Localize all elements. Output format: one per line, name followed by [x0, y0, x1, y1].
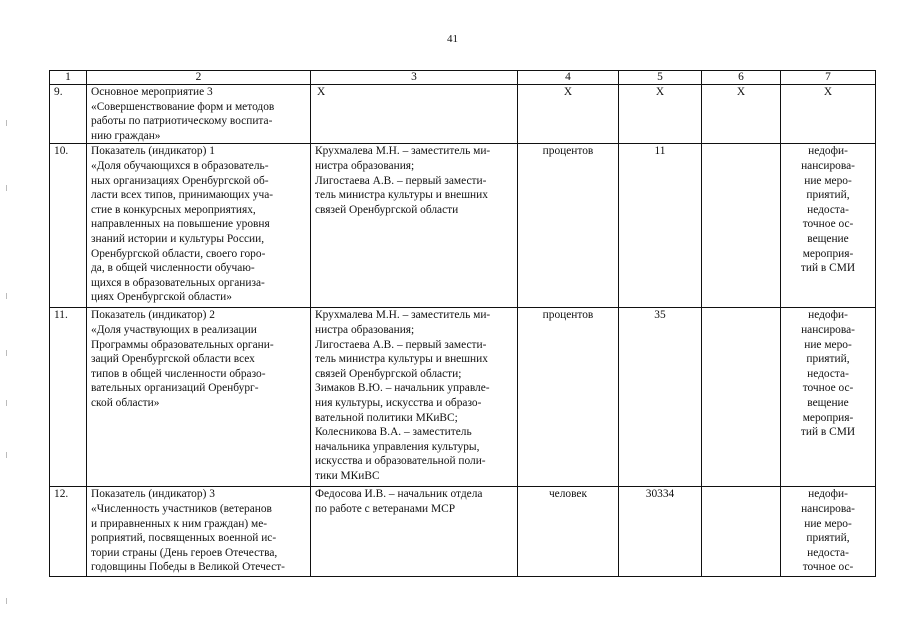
- column-header: 1: [50, 71, 87, 85]
- column-header: 7: [781, 71, 876, 85]
- table-row: [50, 487, 876, 577]
- unit: процентов: [518, 144, 619, 308]
- unit: процентов: [518, 308, 619, 487]
- value: 11: [619, 144, 702, 308]
- risk-note: недофи- нансирова- ние меро- приятий, недоста- точное ос- вещение мероприя- тий в СМИ: [781, 308, 876, 487]
- column-6: [702, 487, 781, 577]
- unit: человек: [518, 487, 619, 577]
- responsible: Федосова И.В. – начальник отдела по работе с ветеранами МСР: [311, 487, 518, 577]
- margin-marks: [6, 0, 9, 640]
- risk-note: недофи- нансирова- ние меро- приятий, недоста- точное ос-: [781, 487, 876, 577]
- value: Х: [619, 85, 702, 144]
- row-number: 10.: [50, 144, 87, 308]
- risk-note: Х: [781, 85, 876, 144]
- risk-note: недофи- нансирова- ние меро- приятий, недоста- точное ос- вещение мероприя- тий в СМИ: [781, 144, 876, 308]
- responsible: Х: [311, 85, 518, 144]
- measure-name: Показатель (индикатор) 2 «Доля участвующих в реализации Программы образовательных органи- заций Оренбургской области всех типов в общей численности образо- вательных организаций Оренбург- ской области»: [87, 308, 311, 487]
- value: 30334: [619, 487, 702, 577]
- row-number: 9.: [50, 85, 87, 144]
- table-row: [50, 144, 876, 308]
- table-row: [50, 308, 876, 487]
- column-header: 3: [311, 71, 518, 85]
- column-header: 4: [518, 71, 619, 85]
- measure-name: Показатель (индикатор) 3 «Численность участников (ветеранов и приравненных к ним граждан) ме- роприятий, посвященных военной ис- тории страны (День героев Отечества, годовщины Победы в Великой Отечест-: [87, 487, 311, 577]
- row-number: 11.: [50, 308, 87, 487]
- column-number-row: [50, 71, 876, 85]
- column-header: 6: [702, 71, 781, 85]
- table-row: [50, 85, 876, 144]
- column-6: Х: [702, 85, 781, 144]
- column-6: [702, 308, 781, 487]
- responsible: Крухмалева М.Н. – заместитель ми- нистра образования; Лигостаева А.В. – первый замести- тель министра культуры и внешних связей Оренбургской области; Зимаков В.Ю. – начальник управле- ния культуры, искусства и образо- вательной политики МКиВС; Колесникова В.А. – заместитель начальника управления культуры, искусства и образовательной поли- тики МКиВС: [311, 308, 518, 487]
- page-number: 41: [447, 33, 458, 45]
- unit: Х: [518, 85, 619, 144]
- measure-name: Основное мероприятие 3 «Совершенствование форм и методов работы по патриотическому воспита- нию граждан»: [87, 85, 311, 144]
- responsible: Крухмалева М.Н. – заместитель ми- нистра образования; Лигостаева А.В. – первый замести- тель министра культуры и внешних связей Оренбургской области: [311, 144, 518, 308]
- column-header: 5: [619, 71, 702, 85]
- measures-table: [49, 70, 876, 577]
- column-header: 2: [87, 71, 311, 85]
- measure-name: Показатель (индикатор) 1 «Доля обучающихся в образователь- ных организациях Оренбургской об- ласти всех типов, принимающих уча- стие в конкурсных мероприятиях, направленных на повышение уровня знаний истории и культуры России, Оренбургской области, своего горо- да, в общей численности обучаю- щихся в образовательных организа- циях Оренбургской области»: [87, 144, 311, 308]
- column-6: [702, 144, 781, 308]
- value: 35: [619, 308, 702, 487]
- row-number: 12.: [50, 487, 87, 577]
